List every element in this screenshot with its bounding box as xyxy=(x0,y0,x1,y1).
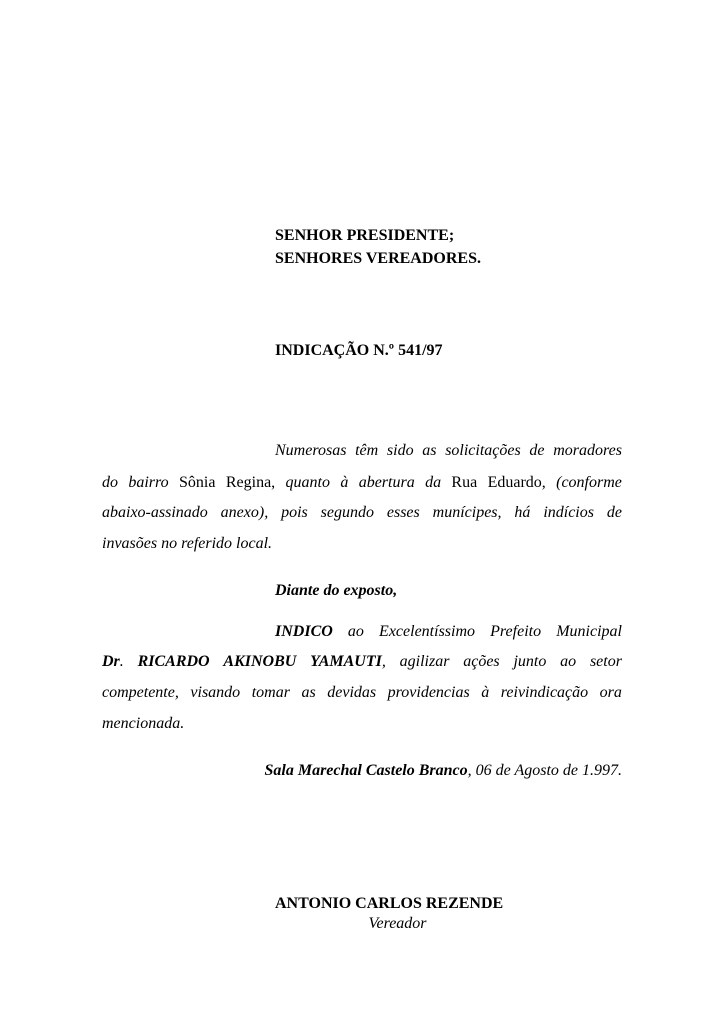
word: ao xyxy=(347,623,364,640)
paragraph-line xyxy=(102,502,622,524)
word: ora xyxy=(599,684,622,701)
word: Dr xyxy=(102,653,120,670)
punctuation: . xyxy=(119,653,124,670)
paragraph-line xyxy=(102,651,622,673)
word: do xyxy=(102,474,118,491)
paragraph-line xyxy=(275,621,622,643)
word: abaixo-assinado xyxy=(102,504,208,521)
date: , 06 de Agosto de 1.997. xyxy=(467,762,622,779)
paragraph-line xyxy=(275,440,622,462)
considering-statement: Diante do exposto, xyxy=(275,582,398,599)
paragraph-line: invasões no referido local. xyxy=(102,535,273,552)
word: à xyxy=(340,474,349,491)
word: junto xyxy=(513,653,547,670)
signer-name: ANTONIO CARLOS REZENDE xyxy=(275,895,504,912)
word: providencias xyxy=(387,684,470,701)
salutation-president: SENHOR PRESIDENTE; xyxy=(275,227,455,244)
word: as xyxy=(301,684,316,701)
signer-role: Vereador xyxy=(368,915,427,932)
word: Municipal xyxy=(556,623,622,640)
word: YAMAUTI xyxy=(310,653,382,670)
word: AKINOBU xyxy=(223,653,297,670)
word: Sônia xyxy=(179,474,216,491)
word: segundo xyxy=(320,504,374,521)
word: abertura xyxy=(358,474,415,491)
word: visando xyxy=(190,684,241,701)
word: competente, xyxy=(102,684,179,701)
word: Regina, xyxy=(225,474,276,491)
word: agilizar xyxy=(399,653,450,670)
word: têm xyxy=(355,442,379,459)
word: (conforme xyxy=(556,474,622,491)
word: bairro xyxy=(128,474,169,491)
word: devidas xyxy=(327,684,377,701)
word: Excelentíssimo xyxy=(379,623,476,640)
word: anexo), xyxy=(220,504,269,521)
place-and-date xyxy=(265,760,623,782)
word: Rua xyxy=(451,474,478,491)
paragraph-line: mencionada. xyxy=(102,715,185,732)
word: há xyxy=(514,504,531,521)
word: esses xyxy=(386,504,420,521)
word: da xyxy=(425,474,442,491)
word: de xyxy=(529,442,545,459)
word: à xyxy=(481,684,490,701)
word: sido xyxy=(386,442,414,459)
word: ao xyxy=(560,653,577,670)
word: Eduardo, xyxy=(487,474,546,491)
word: tomar xyxy=(251,684,290,701)
paragraph-line xyxy=(102,472,622,494)
word: Numerosas xyxy=(275,442,347,459)
paragraph-line xyxy=(102,682,622,704)
word: pois xyxy=(281,504,308,521)
word: INDICO xyxy=(275,623,333,640)
word: Prefeito xyxy=(490,623,542,640)
word: indícios xyxy=(543,504,594,521)
word: setor xyxy=(589,653,622,670)
salutation-councilors: SENHORES VEREADORES. xyxy=(275,250,481,267)
word: moradores xyxy=(553,442,622,459)
word: munícipes, xyxy=(432,504,502,521)
word: quanto xyxy=(285,474,330,491)
word: de xyxy=(606,504,622,521)
word: solicitações xyxy=(445,442,521,459)
word: ações xyxy=(463,653,500,670)
word: as xyxy=(422,442,437,459)
session-room: Sala Marechal Castelo Branco xyxy=(264,762,468,779)
word: reivindicação xyxy=(500,684,589,701)
punctuation: , xyxy=(381,653,386,670)
word: RICARDO xyxy=(137,653,210,670)
indication-number: INDICAÇÃO N.º 541/97 xyxy=(275,342,443,359)
